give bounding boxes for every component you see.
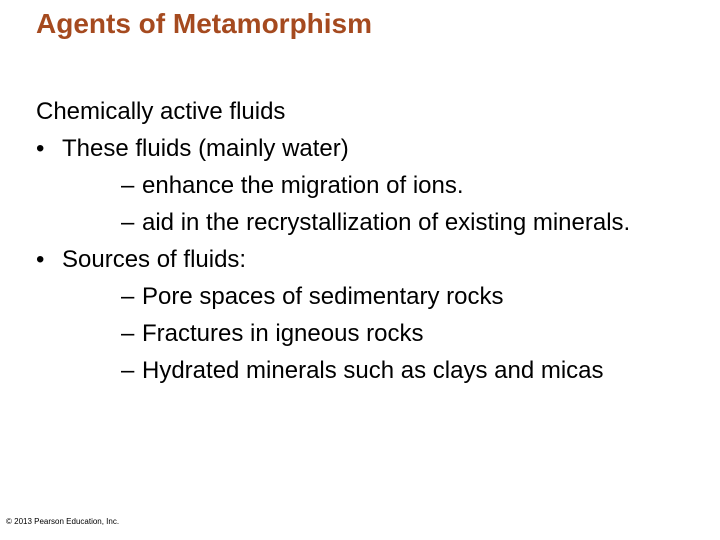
copyright-footer: © 2013 Pearson Education, Inc.	[6, 517, 120, 526]
sub-bullet-item	[36, 204, 696, 241]
sub-bullet-item	[36, 167, 696, 204]
dash-marker: –	[121, 320, 135, 347]
sub-bullet-text: enhance the migration of ions.	[142, 172, 464, 199]
slide-title: Agents of Metamorphism	[36, 8, 373, 39]
sub-bullet-text: aid in the recrystallization of existing minerals.	[142, 209, 631, 236]
sub-bullet-item	[36, 315, 696, 352]
bullet-item	[36, 241, 696, 278]
sub-bullet-text: Pore spaces of sedimentary rocks	[142, 283, 504, 310]
sub-bullet-text: Fractures in igneous rocks	[142, 320, 424, 347]
bullet-text: Sources of fluids:	[62, 246, 247, 273]
body-heading: Chemically active fluids	[36, 98, 286, 125]
dash-marker: –	[121, 357, 135, 384]
sub-bullet-text: Hydrated minerals such as clays and micas	[142, 357, 604, 384]
dash-marker: –	[121, 283, 135, 310]
bullet-item	[36, 130, 696, 167]
bullet-marker: •	[36, 135, 45, 162]
sub-bullet-item	[36, 278, 696, 315]
dash-marker: –	[121, 172, 135, 199]
bullet-marker: •	[36, 246, 45, 273]
bullet-text: These fluids (mainly water)	[62, 135, 349, 162]
dash-marker: –	[121, 209, 135, 236]
sub-bullet-item	[36, 352, 696, 389]
slide-body	[36, 93, 696, 389]
